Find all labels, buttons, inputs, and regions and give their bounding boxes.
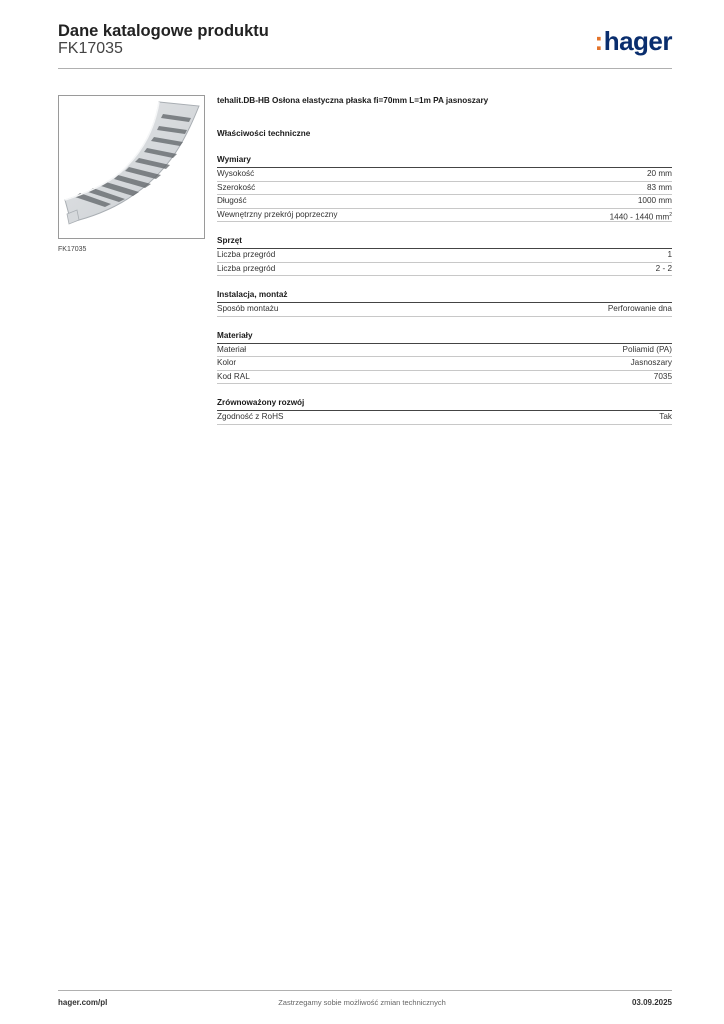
row-value: 7035 xyxy=(653,371,672,381)
row-value-text: 1440 - 1440 mm xyxy=(609,212,670,222)
row-label: Liczba przegród xyxy=(217,263,276,273)
row-value: Poliamid (PA) xyxy=(622,344,672,354)
image-caption: FK17035 xyxy=(58,246,87,253)
table-row xyxy=(217,371,672,385)
product-image xyxy=(58,95,205,239)
row-label: Długość xyxy=(217,196,247,205)
footer-website-link[interactable]: hager.com/pl xyxy=(58,998,108,1007)
row-label: Wysokość xyxy=(217,169,255,178)
row-value: 2 - 2 xyxy=(655,263,672,273)
row-value: 83 mm xyxy=(646,182,672,192)
section-materials xyxy=(217,331,672,385)
section-equipment xyxy=(217,236,672,276)
row-value: Tak xyxy=(659,412,672,421)
table-row xyxy=(217,344,672,358)
technical-properties-heading: Właściwości techniczne xyxy=(217,129,311,138)
product-details xyxy=(217,96,672,425)
row-value xyxy=(610,209,672,222)
row-label: Wewnętrzny przekrój poprzeczny xyxy=(217,209,338,219)
table-row xyxy=(217,182,672,196)
section-title: Materiały xyxy=(217,331,672,344)
row-value: 1 xyxy=(667,250,672,259)
table-row xyxy=(217,411,672,425)
table-row xyxy=(217,168,672,182)
row-value-superscript: 2 xyxy=(669,211,672,218)
footer-divider xyxy=(58,990,672,991)
section-sustainability xyxy=(217,398,672,425)
table-row xyxy=(217,209,672,223)
table-row xyxy=(217,195,672,209)
row-value: 20 mm xyxy=(646,169,672,178)
section-installation xyxy=(217,290,672,317)
row-label: Zgodność z RoHS xyxy=(217,412,284,421)
table-row xyxy=(217,357,672,371)
row-label: Kod RAL xyxy=(217,371,250,381)
row-value: 1000 mm xyxy=(637,196,672,205)
row-label: Materiał xyxy=(217,344,247,354)
section-dimensions xyxy=(217,155,672,222)
hager-logo xyxy=(595,26,672,57)
logo-colon-icon: : xyxy=(594,26,603,56)
row-value: Perforowanie dna xyxy=(607,304,672,313)
footer-date: 03.09.2025 xyxy=(631,998,672,1007)
row-label: Liczba przegród xyxy=(217,250,276,259)
logo-text: hager xyxy=(603,26,672,56)
table-row xyxy=(217,263,672,277)
row-label: Sposób montażu xyxy=(217,304,279,313)
product-title: tehalit.DB-HB Osłona elastyczna płaska fi=70mm L=1m PA jasnoszary xyxy=(217,96,489,105)
section-title: Instalacja, montaż xyxy=(217,290,672,303)
page-title: Dane katalogowe produktu xyxy=(58,22,269,40)
flexible-cover-illustration xyxy=(59,96,205,239)
section-title: Wymiary xyxy=(217,155,672,168)
header-divider xyxy=(58,68,672,69)
section-title: Zrównoważony rozwój xyxy=(217,398,672,411)
table-row xyxy=(217,303,672,317)
row-value: Jasnoszary xyxy=(630,358,672,367)
footer-notice: Zastrzegamy sobie możliwość zmian technicznych xyxy=(278,998,446,1007)
table-row xyxy=(217,249,672,263)
row-label: Kolor xyxy=(217,358,237,367)
section-title: Sprzęt xyxy=(217,236,672,249)
row-label: Szerokość xyxy=(217,182,256,192)
product-code: FK17035 xyxy=(58,40,123,57)
